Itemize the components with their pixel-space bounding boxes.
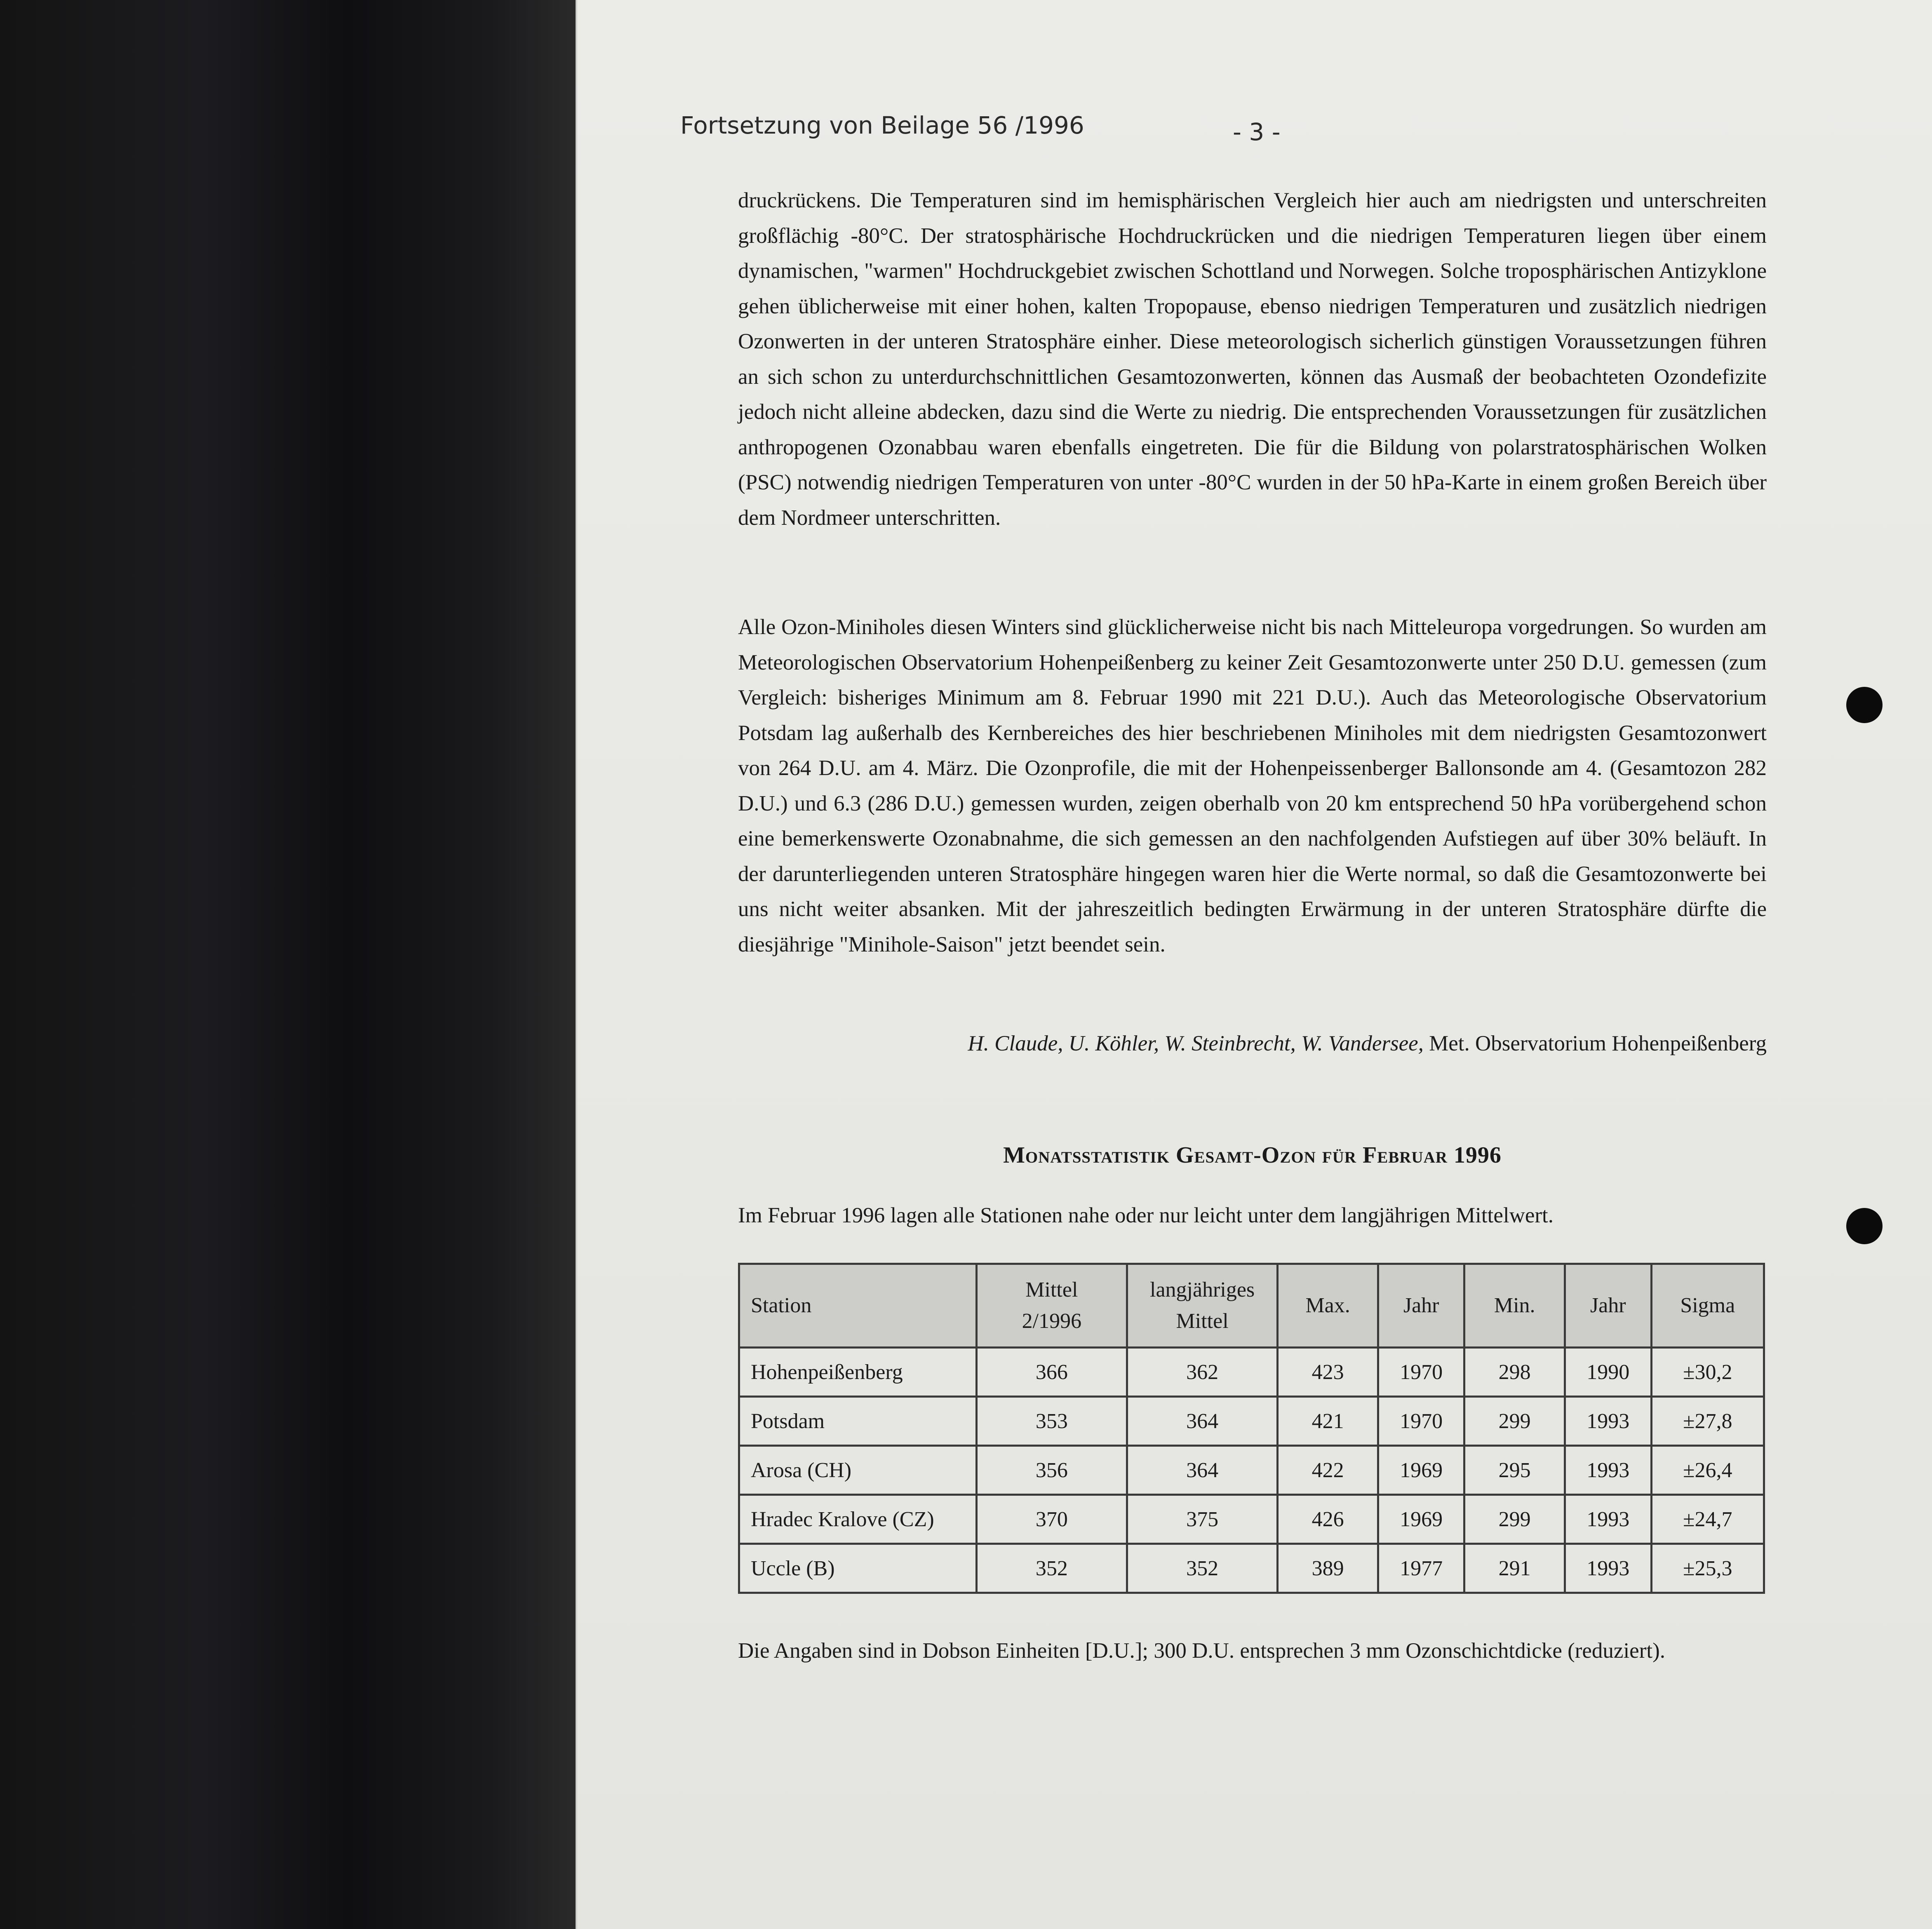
header-station: Station bbox=[739, 1264, 977, 1348]
cell-min: 295 bbox=[1464, 1446, 1565, 1495]
cell-lang: 362 bbox=[1127, 1348, 1278, 1397]
table-row bbox=[739, 1348, 1764, 1397]
page-header: Fortsetzung von Beilage 56 /1996 bbox=[680, 111, 1084, 139]
table-row bbox=[739, 1544, 1764, 1593]
cell-mittel: 353 bbox=[976, 1397, 1127, 1446]
table-header-row bbox=[739, 1264, 1764, 1348]
cell-max: 421 bbox=[1278, 1397, 1378, 1446]
cell-jahr-max: 1970 bbox=[1378, 1397, 1464, 1446]
cell-jahr-min: 1993 bbox=[1565, 1397, 1651, 1446]
cell-max: 422 bbox=[1278, 1446, 1378, 1495]
cell-jahr-min: 1993 bbox=[1565, 1495, 1651, 1544]
cell-lang: 364 bbox=[1127, 1397, 1278, 1446]
page-number: - 3 - bbox=[1233, 118, 1281, 146]
author-affiliation: Met. Observatorium Hohenpeißenberg bbox=[1423, 1031, 1767, 1055]
cell-sigma: ±30,2 bbox=[1651, 1348, 1764, 1397]
table-row bbox=[739, 1446, 1764, 1495]
cell-lang: 375 bbox=[1127, 1495, 1278, 1544]
table-row bbox=[739, 1495, 1764, 1544]
cell-max: 389 bbox=[1278, 1544, 1378, 1593]
cell-station: Hohenpeißenberg bbox=[739, 1348, 977, 1397]
header-jahr-max: Jahr bbox=[1378, 1264, 1464, 1348]
author-names: H. Claude, U. Köhler, W. Steinbrecht, W. Vandersee, bbox=[968, 1031, 1424, 1055]
cell-station: Potsdam bbox=[739, 1397, 977, 1446]
header-sigma: Sigma bbox=[1651, 1264, 1764, 1348]
cell-sigma: ±25,3 bbox=[1651, 1544, 1764, 1593]
body-paragraph: Alle Ozon-Miniholes diesen Winters sind glücklicherweise nicht bis nach Mitteleuropa vorgedrungen. So wurden am Meteorologischen Observatorium Hohenpeißenberg zu keiner Zeit Gesamtozonwerte unter 250 D.U. gemessen (zum Vergleich: bisheriges Minimum am 8. Februar 1990 mit 221 D.U.). Auch das Meteorologische Observatorium Potsdam lag außerhalb des Kernbereiches des hier beschriebenen Miniholes mit dem niedrigsten Gesamtozonwert von 264 D.U. am 4. März. Die Ozonprofile, die mit der Hohenpeissenberger Ballonsonde am 4. (Gesamtozon 282 D.U.) und 6.3 (286 D.U.) gemessen wurden, zeigen oberhalb von 20 km entsprechend 50 hPa vorübergehend schon eine bemerkenswerte Ozonabnahme, die sich gemessen an den nachfolgenden Aufstiegen auf über 30% beläuft. In der darunterliegenden unteren Stratosphäre hingegen waren hier die Werte normal, so daß die Gesamtozonwerte bei uns nicht weiter absanken. Mit der jahreszeitlich bedingten Erwärmung in der unteren Stratosphäre dürfte die diesjährige "Minihole-Saison" jetzt beendet sein. bbox=[738, 615, 1767, 956]
cell-min: 299 bbox=[1464, 1495, 1565, 1544]
cell-lang: 364 bbox=[1127, 1446, 1278, 1495]
ozone-statistics-table bbox=[738, 1263, 1765, 1594]
cell-lang: 352 bbox=[1127, 1544, 1278, 1593]
cell-max: 426 bbox=[1278, 1495, 1378, 1544]
cell-sigma: ±24,7 bbox=[1651, 1495, 1764, 1544]
cell-sigma: ±27,8 bbox=[1651, 1397, 1764, 1446]
cell-mittel: 370 bbox=[976, 1495, 1127, 1544]
cell-min: 299 bbox=[1464, 1397, 1565, 1446]
header-langjaehriges-mittel: langjähriges Mittel bbox=[1127, 1264, 1278, 1348]
cell-jahr-max: 1977 bbox=[1378, 1544, 1464, 1593]
intro-text: Im Februar 1996 lagen alle Stationen nahe oder nur leicht unter dem langjährigen Mittelwert. bbox=[738, 1203, 1554, 1227]
cell-jahr-min: 1990 bbox=[1565, 1348, 1651, 1397]
header-max: Max. bbox=[1278, 1264, 1378, 1348]
scanner-background bbox=[0, 0, 577, 1929]
body-paragraph: druckrückens. Die Temperaturen sind im hemisphärischen Vergleich hier auch am niedrigsten und unterschreiten großflächig -80°C. Der stratosphärische Hochdruckrücken und die niedrigen Temperaturen liegen über einem dynamischen, "warmen" Hochdruckgebiet zwischen Schottland und Norwegen. Solche troposphärischen Antizyklone gehen üblicherweise mit einer hohen, kalten Tropopause, ebenso niedrigen Temperaturen und zusätzlich niedrigen Ozonwerten in der unteren Stratosphäre einher. Diese meteorologisch sicherlich günstigen Voraussetzungen führen an sich schon zu unterdurchschnittlichen Gesamtozonwerten, können das Ausmaß der beobachteten Ozondefizite jedoch nicht alleine abdecken, dazu sind die Werte zu niedrig. Die entsprechenden Voraussetzungen für zusätzlichen anthropogenen Ozonabbau waren ebenfalls eingetreten. Die für die Bildung von polarstratosphärischen Wolken (PSC) notwendig niedrigen Temperaturen von unter -80°C wurden in der 50 hPa-Karte in einem großen Bereich über dem Nordmeer unterschritten. bbox=[738, 188, 1767, 530]
punch-hole bbox=[1846, 1208, 1883, 1244]
cell-station: Hradec Kralove (CZ) bbox=[739, 1495, 977, 1544]
section-title: Monatsstatistik Gesamt-Ozon für Februar 1996 bbox=[1003, 1142, 1502, 1168]
cell-mittel: 352 bbox=[976, 1544, 1127, 1593]
cell-min: 298 bbox=[1464, 1348, 1565, 1397]
header-mittel: Mittel 2/1996 bbox=[976, 1264, 1127, 1348]
cell-mittel: 366 bbox=[976, 1348, 1127, 1397]
cell-jahr-max: 1969 bbox=[1378, 1495, 1464, 1544]
cell-max: 423 bbox=[1278, 1348, 1378, 1397]
table-footnote: Die Angaben sind in Dobson Einheiten [D.U.]; 300 D.U. entsprechen 3 mm Ozonschichtdicke (reduziert). bbox=[738, 1639, 1665, 1663]
cell-mittel: 356 bbox=[976, 1446, 1127, 1495]
cell-jahr-max: 1969 bbox=[1378, 1446, 1464, 1495]
cell-station: Arosa (CH) bbox=[739, 1446, 977, 1495]
punch-hole bbox=[1846, 687, 1883, 723]
cell-jahr-max: 1970 bbox=[1378, 1348, 1464, 1397]
cell-jahr-min: 1993 bbox=[1565, 1446, 1651, 1495]
table-row bbox=[739, 1397, 1764, 1446]
header-jahr-min: Jahr bbox=[1565, 1264, 1651, 1348]
header-min: Min. bbox=[1464, 1264, 1565, 1348]
cell-min: 291 bbox=[1464, 1544, 1565, 1593]
cell-sigma: ±26,4 bbox=[1651, 1446, 1764, 1495]
cell-jahr-min: 1993 bbox=[1565, 1544, 1651, 1593]
cell-station: Uccle (B) bbox=[739, 1544, 977, 1593]
author-line bbox=[738, 1031, 1767, 1056]
